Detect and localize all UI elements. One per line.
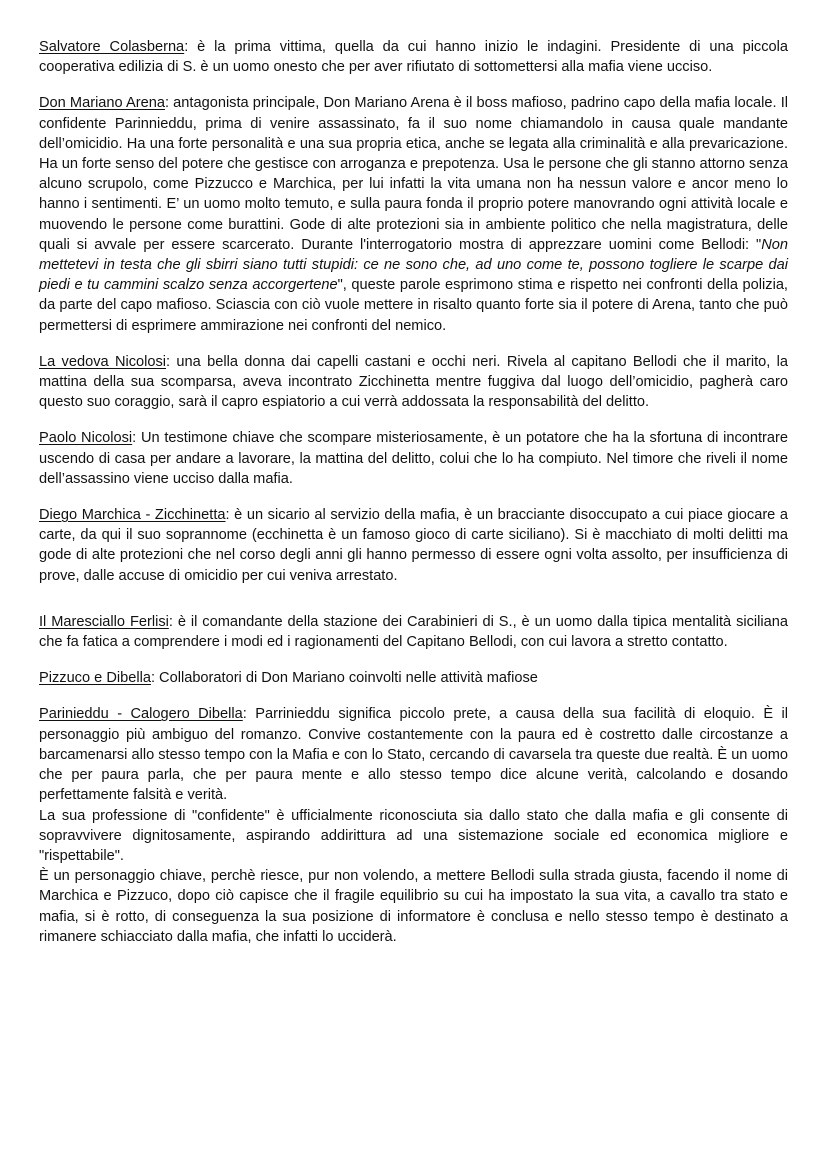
character-description: : Parrinieddu significa piccolo prete, a causa della sua facilità di eloquio. È il personaggio più ambiguo del romanzo. Convive costantemente con la paura ed è costretto dalle circostanze a barcamenarsi allo stesso tempo con la Mafia e con lo Stato, cercando di cavarsela tra queste due realtà. È un uomo che per paura parla, che per paura mente e allo stesso tempo dice alcune verità, calcolando e dosando perfettamente falsità e verità. [39,706,788,804]
character-entry-ferlisi [39,612,788,652]
quote-text: Non mettetevi in testa che gli sbirri siano tutti stupidi: ce ne sono che, ad uno come te, possono togliere le scarpe dai piedi e tu cammini scalzo senza accorgertene [39,236,788,294]
character-description-continued: ", queste parole esprimono stima e rispetto nei confronti della polizia, da parte del capo mafioso. Sciascia con ciò vuole mettere in risalto quanto forte sia il potere di Arena, tanto che può permettersi di esprimere ammirazione nei confronti del nemico. [39,277,788,334]
character-name: Salvatore Colasberna [39,39,185,55]
character-name: Parinieddu - Calogero Dibella [39,706,243,723]
character-name: Il Maresciallo Ferlisi [39,613,169,630]
document-page [39,37,788,963]
character-description: : Collaboratori di Don Mariano coinvolti nelle attività mafiose [150,670,538,687]
paragraph: È un personaggio chiave, perchè riesce, pur non volendo, a mettere Bellodi sulla strada giusta, facendo il nome di Marchica e Pizzuco, dopo ciò capisce che il fragile equilibrio su cui ha impostato la sua vita, a cavallo tra stato e mafia, si è rotto, di conseguenza la sua posizione di informatore è conclusa e nello stesso tempo è destinato a rimanere schiacciato dalla mafia, che infatti lo ucciderà. [39,868,788,945]
character-entry-colasberna [39,37,788,77]
character-description: : antagonista principale, Don Mariano Arena è il boss mafioso, padrino capo della mafia locale. Il confidente Parinnieddu, prima di venire assassinato, fa il suo nome chiamandolo in causa quale mandante dell’omicidio. Ha una forte personalità e una sua propria etica, anche se legata alla criminalità e alla prevaricazione. Ha un forte senso del potere che gestisce con arroganza e prepotenza. Usa le persone che gli stanno attorno senza alcuno scrupolo, come Pizzucco e Marchica, per lui infatti la vita umana non ha nessun valore e ancor meno lo hanno i sentimenti. E’ un uomo molto temuto, e sulla paura fonda il proprio potere manovrando ogni attività locale e muovendo le persone come burattini. Gode di alte protezioni sia in ambiente politico che nella magistratura, delle quali si avvale per essere scarcerato. Durante l'interrogatorio mostra di apprezzare uomini come Bellodi: " [39,95,788,253]
character-description: : è la prima vittima, quella da cui hanno inizio le indagini. Presidente di una piccola cooperativa edilizia di S. è un uomo onesto che per aver rifiutato di sottomettersi alla mafia viene ucciso. [39,39,788,76]
character-entry-parinieddu [39,704,788,946]
character-entry-marchica [39,505,788,586]
character-description: : una bella donna dai capelli castani e occhi neri. Rivela al capitano Bellodi che il marito, la mattina della sua scomparsa, aveva incontrato Zicchinetta mentre fuggiva dal luogo dell’omicidio, pagherà caro questo suo coraggio, sarà il capro espiatorio a cui verrà addossata la responsabilità del delitto. [39,353,788,411]
character-name: Paolo Nicolosi [39,430,133,447]
character-entry-pizzuco-dibella [39,668,788,688]
character-entry-arena [39,93,788,335]
character-name: Pizzuco e Dibella [39,670,151,687]
character-entry-vedova-nicolosi [39,352,788,413]
character-description: : Un testimone chiave che scompare misteriosamente, è un potatore che ha la sfortuna di incontrare uscendo di casa per andare a lavorare, la mattina del delitto, colui che lo ha compiuto. Nel timore che riveli il nome dell’assassino viene ucciso dalla mafia. [39,430,788,487]
paragraph: La sua professione di "confidente" è ufficialmente riconosciuta sia dallo stato che dalla mafia e gli consente di sopravvivere dignitosamente, aspirando addirittura ad una sistemazione sociale ed economica migliore e "rispettabile". [39,807,788,864]
character-name: La vedova Nicolosi [39,353,167,370]
character-entry-paolo-nicolosi [39,428,788,489]
paragraph [39,704,788,805]
character-description: : è il comandante della stazione dei Carabinieri di S., è un uomo dalla tipica mentalità siciliana che fa fatica a comprendere i modi ed i ragionamenti del Capitano Bellodi, con cui lavora a stretto contatto. [39,613,789,651]
character-name: Diego Marchica - Zicchinetta [39,507,226,524]
character-description: : è un sicario al servizio della mafia, è un bracciante disoccupato a cui piace giocare a carte, da qui il suo soprannome (ecchinetta è un famoso gioco di carte siciliano). Si è macchiato di molti delitti ma gode di alte protezioni che nel corso degli anni gli hanno permesso di essere ogni volta assolto, per insufficienza di prove, dalle accuse di omicidio per cui veniva arrestato. [39,507,788,584]
character-name: Don Mariano Arena [39,95,165,112]
